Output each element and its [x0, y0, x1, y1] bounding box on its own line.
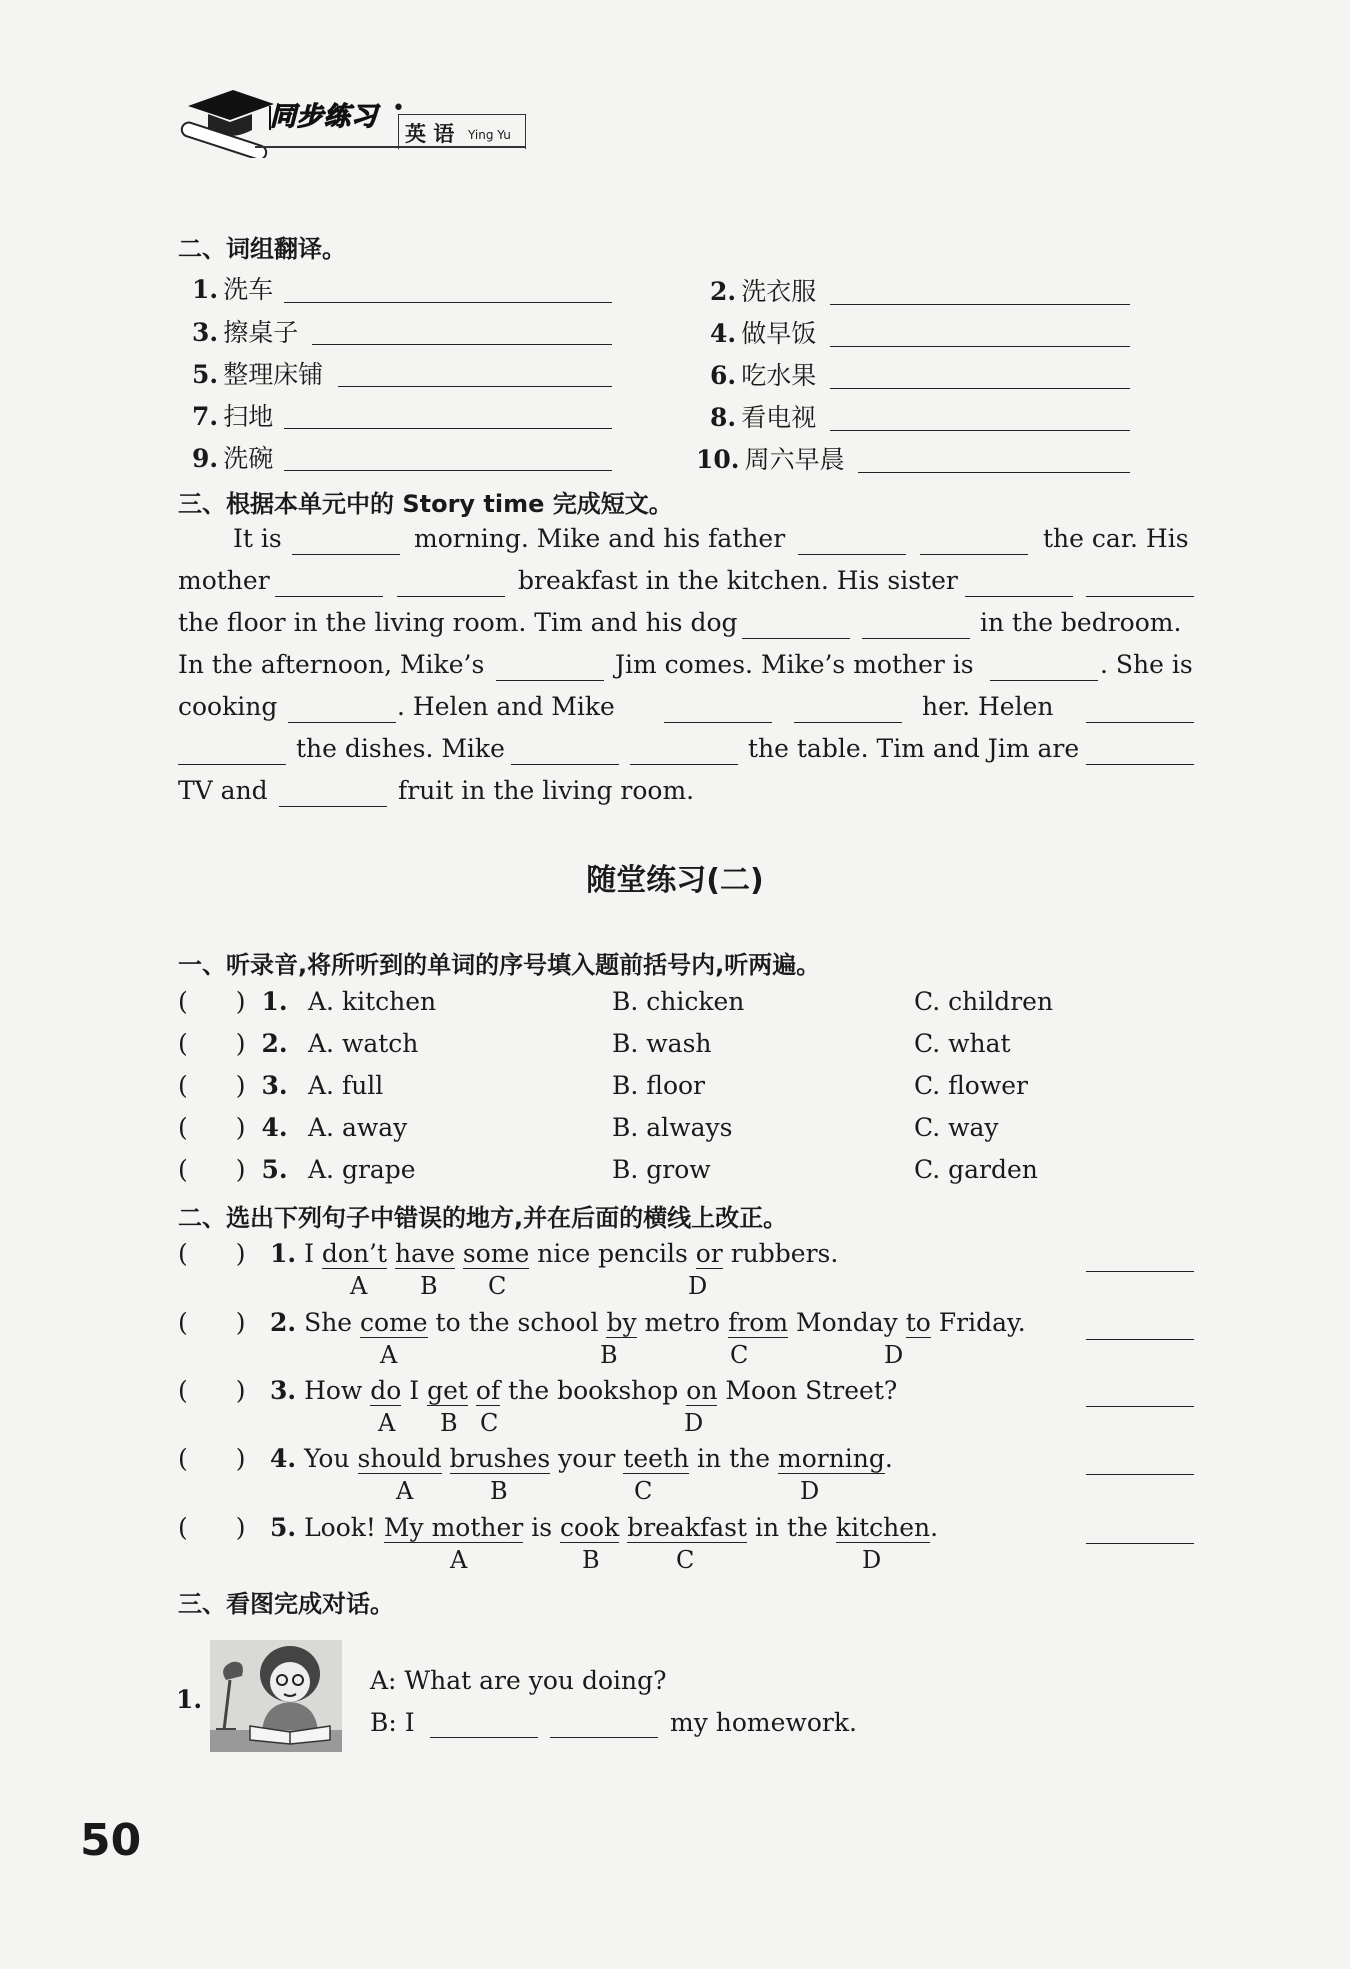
- listening-item[interactable]: ( ) 3.: [178, 1071, 288, 1100]
- story-text: cooking: [178, 692, 278, 721]
- story-blank[interactable]: [275, 596, 383, 597]
- page-number: 50: [80, 1815, 142, 1866]
- option-letter: C: [634, 1477, 653, 1505]
- answer-line[interactable]: [830, 304, 1130, 305]
- answer-line[interactable]: [284, 470, 612, 471]
- phrase-item: 5. 整理床铺: [192, 360, 324, 389]
- error-item-paren[interactable]: ( ): [178, 1239, 246, 1268]
- dialog-blank[interactable]: [430, 1737, 538, 1738]
- story-text: fruit in the living room.: [398, 776, 695, 805]
- story-text: It is: [233, 524, 282, 553]
- option-letter: A: [396, 1477, 414, 1505]
- story-blank[interactable]: [965, 596, 1073, 597]
- option-letter: A: [450, 1546, 468, 1574]
- option-a: A. kitchen: [308, 987, 437, 1016]
- error-sentence: 1. I don’t have some nice pencils or rubbers.: [270, 1239, 839, 1268]
- phrase-item: 8. 看电视: [710, 403, 817, 432]
- error-item-paren[interactable]: ( ): [178, 1444, 246, 1473]
- option-letter: C: [480, 1409, 499, 1437]
- correction-line[interactable]: [1086, 1474, 1194, 1475]
- option-letter: C: [488, 1272, 507, 1300]
- subject-label: 英 语: [405, 122, 455, 146]
- story-text: the floor in the living room. Tim and his dog: [178, 608, 738, 637]
- option-letter: D: [862, 1546, 882, 1574]
- phrase-item: 3. 擦桌子: [192, 318, 299, 347]
- error-item-paren[interactable]: ( ): [178, 1513, 246, 1542]
- phrase-item: 9. 洗碗: [192, 444, 274, 473]
- listening-item[interactable]: ( ) 5.: [178, 1155, 288, 1184]
- option-letter: C: [730, 1341, 749, 1369]
- story-text: breakfast in the kitchen. His sister: [518, 566, 958, 595]
- series-title: 同步练习: [270, 102, 379, 132]
- story-blank[interactable]: [178, 764, 286, 765]
- dialog-line-a: A: What are you doing?: [370, 1666, 667, 1695]
- phrase-item: 1. 洗车: [192, 275, 274, 304]
- story-text: mother: [178, 566, 270, 595]
- listening-item[interactable]: ( ) 4.: [178, 1113, 288, 1142]
- dialog-number: 1.: [176, 1685, 203, 1714]
- option-b: B. floor: [612, 1071, 705, 1100]
- phrase-item: 10. 周六早晨: [696, 445, 845, 474]
- story-blank[interactable]: [794, 722, 902, 723]
- error-sentence: 2. She come to the school by metro from Monday to Friday.: [270, 1308, 1026, 1337]
- story-blank[interactable]: [862, 638, 970, 639]
- story-blank[interactable]: [798, 554, 906, 555]
- story-blank[interactable]: [920, 554, 1028, 555]
- story-blank[interactable]: [742, 638, 850, 639]
- story-blank[interactable]: [292, 554, 400, 555]
- story-text: the table. Tim and Jim are: [748, 734, 1080, 763]
- answer-line[interactable]: [858, 472, 1130, 473]
- option-letter: A: [350, 1272, 368, 1300]
- story-text: morning. Mike and his father: [414, 524, 786, 553]
- dialog-blank[interactable]: [550, 1737, 658, 1738]
- story-text: in the bedroom.: [980, 608, 1182, 637]
- error-item-paren[interactable]: ( ): [178, 1308, 246, 1337]
- option-a: A. away: [308, 1113, 408, 1142]
- option-b: B. wash: [612, 1029, 712, 1058]
- story-text: Jim comes. Mike’s mother is: [615, 650, 974, 679]
- option-a: A. full: [308, 1071, 384, 1100]
- section-heading-error-correction: 二、选出下列句子中错误的地方,并在后面的横线上改正。: [178, 1204, 788, 1232]
- option-b: B. always: [612, 1113, 733, 1142]
- option-a: A. grape: [308, 1155, 416, 1184]
- answer-line[interactable]: [830, 388, 1130, 389]
- error-item-paren[interactable]: ( ): [178, 1376, 246, 1405]
- story-blank[interactable]: [511, 764, 619, 765]
- answer-line[interactable]: [312, 344, 612, 345]
- option-b: B. chicken: [612, 987, 745, 1016]
- option-c: C. children: [914, 987, 1054, 1016]
- option-letter: A: [380, 1341, 398, 1369]
- story-blank[interactable]: [990, 680, 1098, 681]
- story-text: . Helen and Mike: [397, 692, 615, 721]
- option-b: B. grow: [612, 1155, 711, 1184]
- option-c: C. flower: [914, 1071, 1029, 1100]
- section-title: 随堂练习(二): [586, 863, 764, 898]
- option-letter: D: [688, 1272, 708, 1300]
- story-blank[interactable]: [664, 722, 772, 723]
- dialog-line-b-start: B: I: [370, 1708, 415, 1737]
- option-a: A. watch: [308, 1029, 419, 1058]
- story-blank[interactable]: [1086, 722, 1194, 723]
- correction-line[interactable]: [1086, 1543, 1194, 1544]
- option-letter: D: [800, 1477, 820, 1505]
- listening-item[interactable]: ( ) 1.: [178, 987, 288, 1016]
- story-text: . She is: [1100, 650, 1193, 679]
- option-letter: A: [378, 1409, 396, 1437]
- story-blank[interactable]: [630, 764, 738, 765]
- answer-line[interactable]: [284, 302, 612, 303]
- option-c: C. garden: [914, 1155, 1038, 1184]
- phrase-item: 4. 做早饭: [710, 319, 817, 348]
- answer-line[interactable]: [284, 428, 612, 429]
- header-dot: •: [392, 96, 405, 121]
- girl-doing-homework-illustration: [210, 1640, 342, 1752]
- option-letter: D: [684, 1409, 704, 1437]
- phrase-item: 6. 吃水果: [710, 361, 817, 390]
- correction-line[interactable]: [1086, 1406, 1194, 1407]
- story-blank[interactable]: [288, 722, 396, 723]
- answer-line[interactable]: [830, 430, 1130, 431]
- correction-line[interactable]: [1086, 1339, 1194, 1340]
- dialog-line-b-end: my homework.: [670, 1708, 857, 1737]
- correction-line[interactable]: [1086, 1271, 1194, 1272]
- section-heading-story: 三、根据本单元中的 Story time 完成短文。: [178, 490, 673, 518]
- phrase-item: 2. 洗衣服: [710, 277, 817, 306]
- option-letter: B: [582, 1546, 600, 1574]
- error-sentence: 4. You should brushes your teeth in the morning.: [270, 1444, 893, 1473]
- option-c: C. way: [914, 1113, 999, 1142]
- story-text: the dishes. Mike: [296, 734, 505, 763]
- story-blank[interactable]: [1086, 596, 1194, 597]
- answer-line[interactable]: [338, 386, 612, 387]
- option-letter: B: [420, 1272, 438, 1300]
- section-heading-phrase-translation: 二、词组翻译。: [178, 235, 346, 263]
- story-text: the car. His: [1043, 524, 1189, 553]
- section-heading-picture-dialog: 三、看图完成对话。: [178, 1590, 394, 1618]
- phrase-item: 7. 扫地: [192, 402, 274, 431]
- story-blank[interactable]: [397, 596, 505, 597]
- story-text: In the afternoon, Mike’s: [178, 650, 485, 679]
- option-letter: B: [600, 1341, 618, 1369]
- option-letter: D: [884, 1341, 904, 1369]
- story-text: her. Helen: [922, 692, 1054, 721]
- subject-pinyin: Ying Yu: [468, 128, 511, 142]
- story-text: TV and: [178, 776, 268, 805]
- listening-item[interactable]: ( ) 2.: [178, 1029, 288, 1058]
- story-blank[interactable]: [1086, 764, 1194, 765]
- section-heading-listening: 一、听录音,将所听到的单词的序号填入题前括号内,听两遍。: [178, 951, 821, 979]
- answer-line[interactable]: [830, 346, 1130, 347]
- story-blank[interactable]: [496, 680, 604, 681]
- story-blank[interactable]: [279, 806, 387, 807]
- option-c: C. what: [914, 1029, 1011, 1058]
- option-letter: B: [490, 1477, 508, 1505]
- error-sentence: 3. How do I get of the bookshop on Moon Street?: [270, 1376, 898, 1405]
- option-letter: B: [440, 1409, 458, 1437]
- error-sentence: 5. Look! My mother is cook breakfast in the kitchen.: [270, 1513, 939, 1542]
- header-rule: [255, 146, 525, 148]
- option-letter: C: [676, 1546, 695, 1574]
